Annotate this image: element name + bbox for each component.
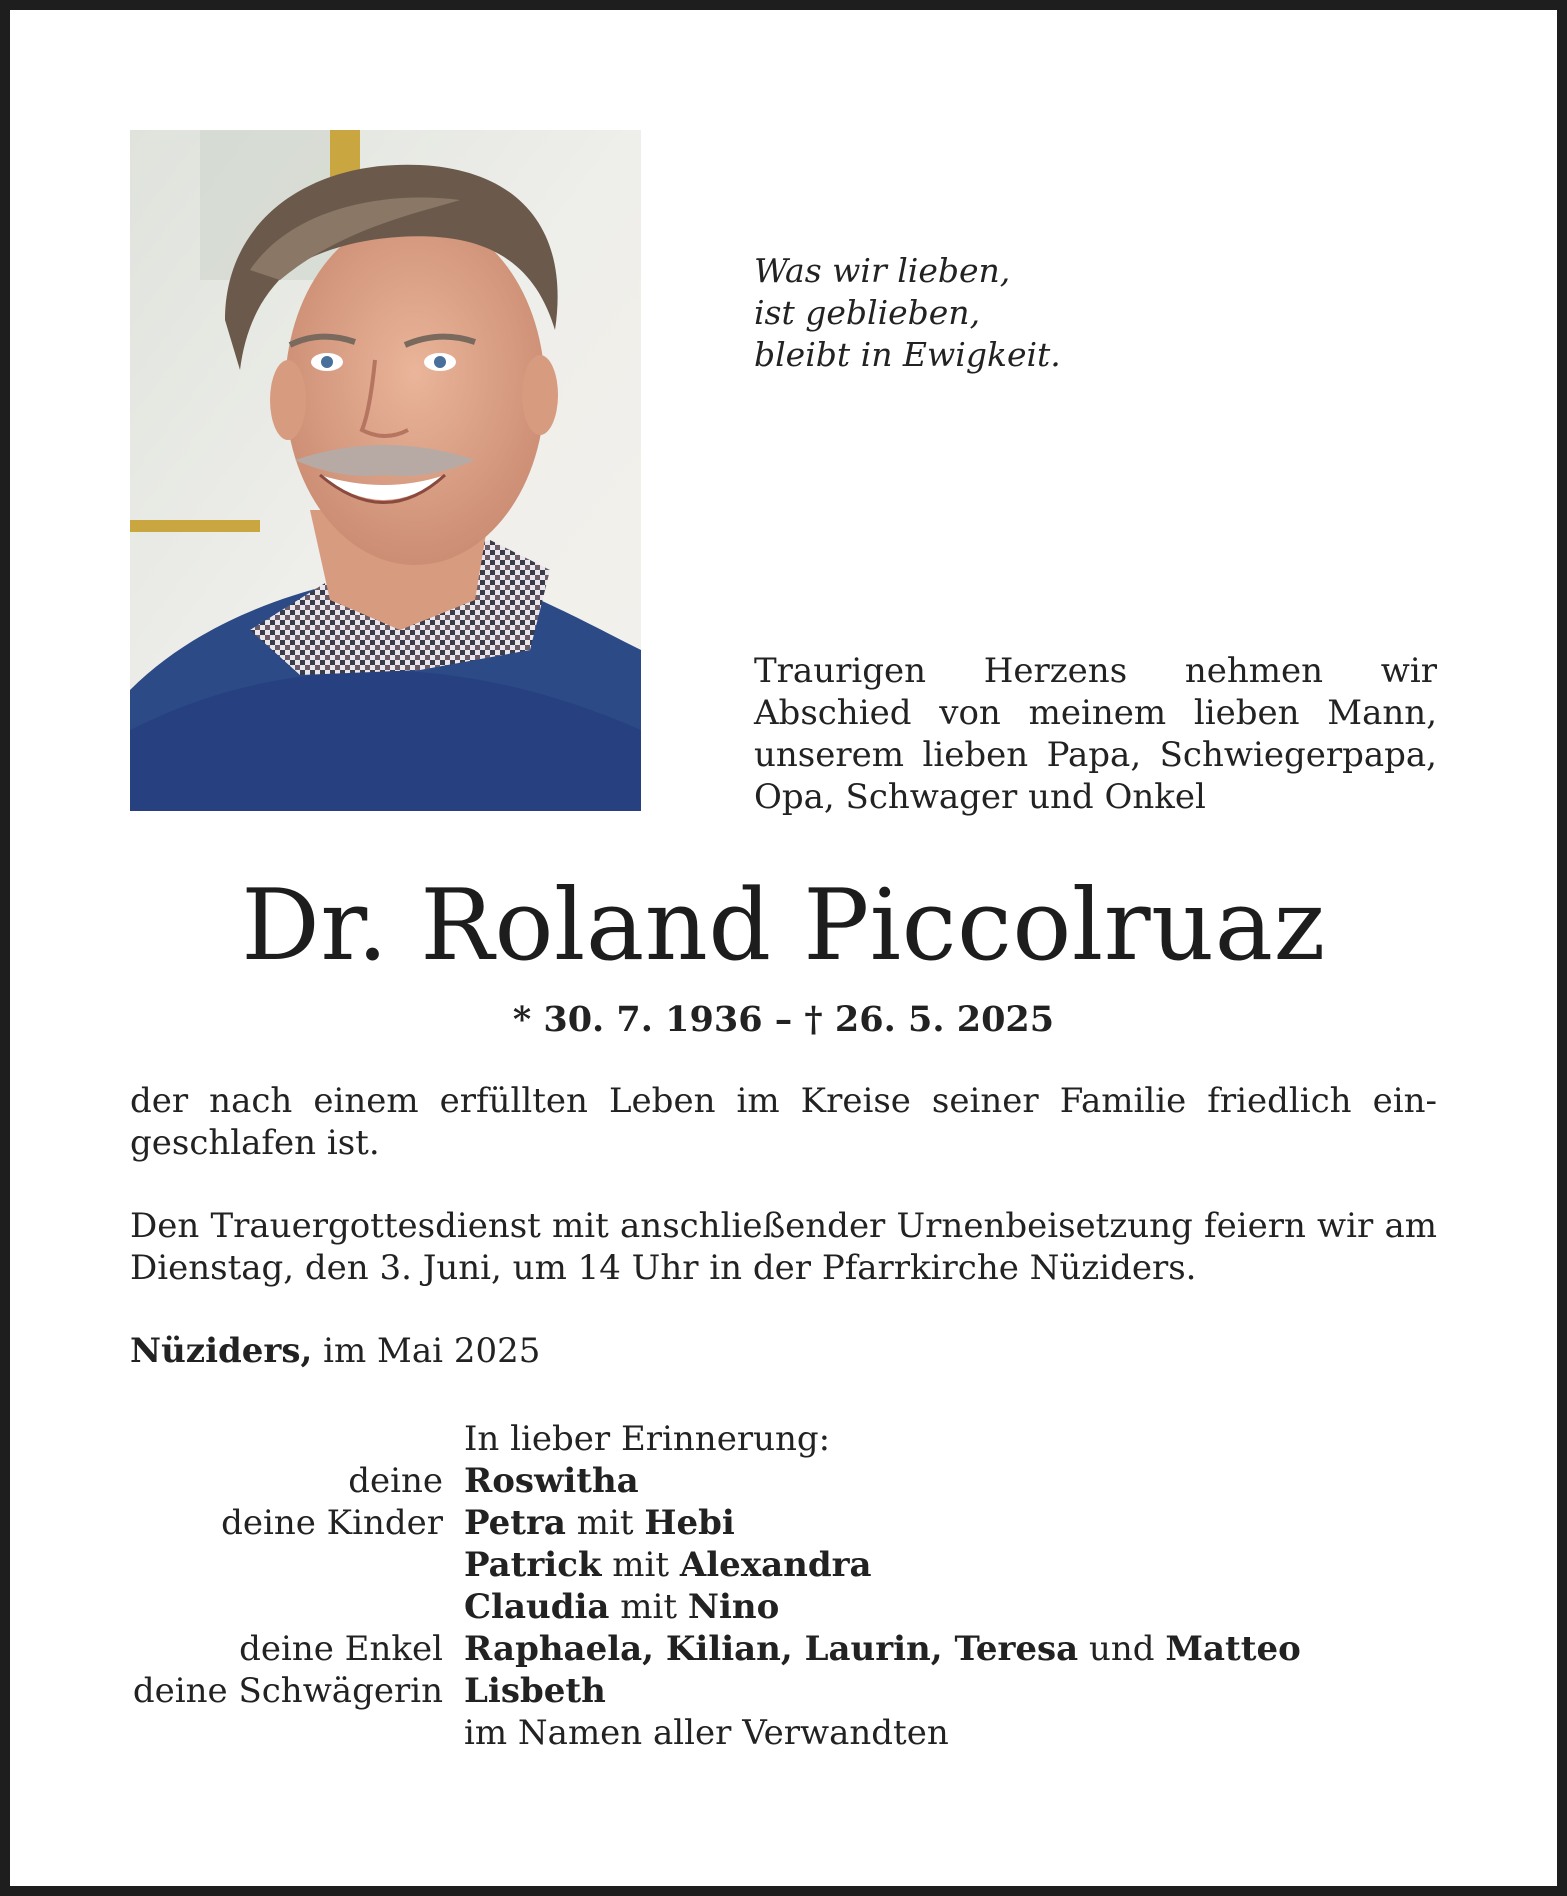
signer-name: Claudia xyxy=(464,1587,610,1627)
relation-label: deine Enkel xyxy=(239,1629,443,1669)
place-date-text: im Mai 2025 xyxy=(312,1331,541,1371)
signer-row xyxy=(0,1502,1567,1544)
intro-line: Opa, Schwager und Onkel xyxy=(754,777,1206,817)
poem-line: Was wir lieben, xyxy=(754,251,1011,290)
signer-name: Alexandra xyxy=(679,1545,872,1585)
intro-line: Traurigen Herzens nehmen wir xyxy=(754,651,1437,691)
poem-line: bleibt in Ewigkeit. xyxy=(754,335,1061,374)
connector: mit xyxy=(601,1545,680,1585)
paragraph-line: der nach einem erfüllten Leben im Kreise seiner Familie friedlich ein- xyxy=(130,1081,1437,1121)
signer-name: Lisbeth xyxy=(464,1671,606,1711)
signer-name: Hebi xyxy=(644,1503,735,1543)
signer-name: Nino xyxy=(687,1587,780,1627)
service-paragraph xyxy=(130,1205,1437,1289)
portrait-photo xyxy=(130,130,641,811)
intro-line: unserem lieben Papa, Schwiegerpapa, xyxy=(754,735,1437,775)
signers-list xyxy=(0,1418,1567,1754)
signer-row xyxy=(0,1670,1567,1712)
poem-line: ist geblieben, xyxy=(754,293,981,332)
signer-row xyxy=(0,1544,1567,1586)
signer-name: Petra xyxy=(464,1503,566,1543)
intro-line: Abschied von meinem lieben Mann, xyxy=(754,693,1437,733)
poem xyxy=(754,250,1061,376)
connector: mit xyxy=(565,1503,645,1543)
signer-row xyxy=(0,1418,1567,1460)
paragraph-line: Den Trauergottesdienst mit anschließender Urnenbeisetzung feiern wir am xyxy=(130,1206,1437,1246)
place-date xyxy=(130,1330,1437,1372)
signer-name: Raphaela, Kilian, Laurin, Teresa xyxy=(464,1629,1079,1669)
memory-heading: In lieber Erinnerung: xyxy=(464,1419,831,1459)
connector: mit xyxy=(609,1587,688,1627)
signer-name: Roswitha xyxy=(464,1461,639,1501)
relation-label: deine Schwägerin xyxy=(132,1671,443,1711)
signer-row xyxy=(0,1460,1567,1502)
life-dates: * 30. 7. 1936 – † 26. 5. 2025 xyxy=(512,999,1055,1040)
paragraph-line: Dienstag, den 3. Juni, um 14 Uhr in der Pfarrkirche Nüziders. xyxy=(130,1248,1197,1288)
intro-text xyxy=(754,650,1437,818)
passing-paragraph xyxy=(130,1080,1437,1164)
signer-name: Matteo xyxy=(1165,1629,1301,1669)
relation-label: deine Kinder xyxy=(221,1503,443,1543)
signer-row xyxy=(0,1712,1567,1754)
paragraph-line: geschlafen ist. xyxy=(130,1123,380,1163)
place: Nüziders, xyxy=(130,1331,313,1371)
relation-label: deine xyxy=(348,1461,443,1501)
connector: und xyxy=(1078,1629,1166,1669)
closing-line: im Namen aller Verwandten xyxy=(464,1713,949,1753)
signer-row xyxy=(0,1628,1567,1670)
deceased-name: Dr. Roland Piccolruaz xyxy=(241,869,1326,983)
signer-row xyxy=(0,1586,1567,1628)
signer-name: Patrick xyxy=(464,1545,602,1585)
